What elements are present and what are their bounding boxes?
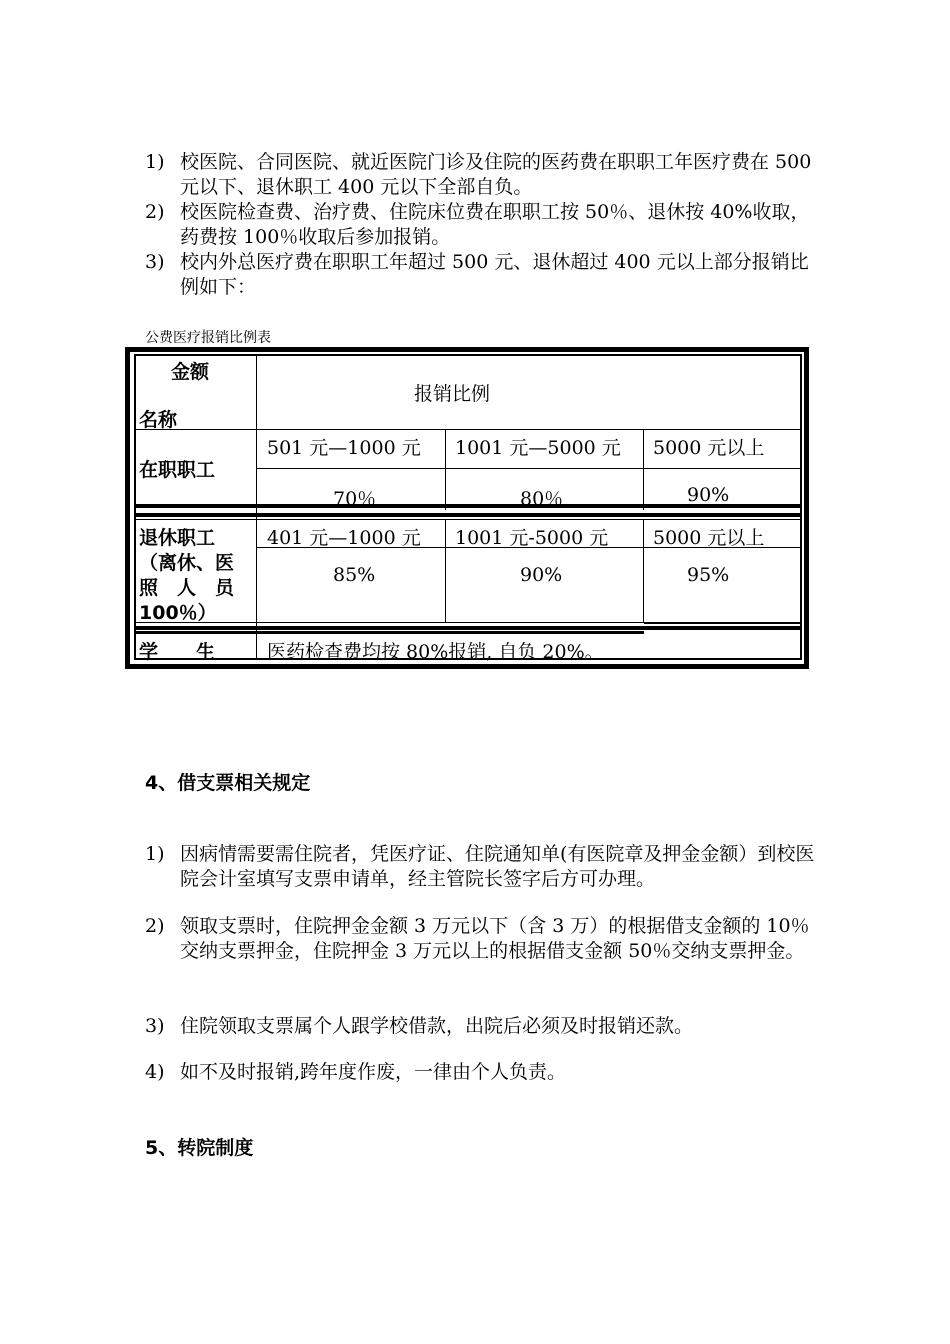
- staff-range-2: 1001 元—5000 元: [455, 437, 621, 459]
- rule-text: 校医院检查费、治疗费、住院床位费在职职工按 50％、退休按 40%收取，药费按 100％收取后参加报销。: [180, 201, 810, 248]
- item-text: 领取支票时，住院押金金额 3 万元以下（含 3 万）的根据借支金额的 10％交纳支票押金，住院押金 3 万元以上的根据借支金额 50％交纳支票押金。: [180, 915, 810, 962]
- student-text: 医药检查费均按 80%报销, 自负 20%。: [267, 641, 604, 663]
- retired-rate-1: 85%: [333, 564, 376, 586]
- item-text: 住院领取支票属个人跟学校借款，出院后必须及时报销还款。: [180, 1015, 694, 1037]
- header-amount: 金额: [171, 361, 210, 383]
- retired-label-4: 100％）: [139, 602, 217, 624]
- staff-label: 在职职工: [139, 459, 216, 481]
- section4-item-4: [145, 1060, 825, 1085]
- item-number: 3): [145, 1015, 165, 1037]
- staff-range-1: 501 元—1000 元: [267, 437, 421, 459]
- rule-item-3: [145, 250, 825, 300]
- item-number: 1): [145, 843, 165, 865]
- rule-text: 校内外总医疗费在职职工年超过 500 元、退休超过 400 元以上部分报销比例如下：: [180, 251, 809, 298]
- section5-heading: 5、转院制度: [145, 1137, 254, 1159]
- section4-heading: 4、借支票相关规定: [145, 772, 311, 794]
- item-text: 如不及时报销,跨年度作废，一律由个人负责。: [180, 1061, 567, 1083]
- retired-range-1: 401 元—1000 元: [267, 527, 421, 549]
- item-number: 2): [145, 915, 165, 937]
- rule-number: 2): [145, 201, 165, 223]
- staff-rate-2: 80％: [520, 488, 564, 510]
- header-ratio: 报销比例: [414, 383, 491, 405]
- section4-item-1: [145, 842, 825, 917]
- staff-rate-3: 90%: [687, 484, 730, 506]
- student-label: 学 生: [139, 641, 216, 663]
- rule-number: 1): [145, 151, 165, 173]
- section4-item-2: [145, 914, 825, 989]
- section4-item-3: [145, 1014, 825, 1039]
- item-text: 因病情需要需住院者，凭医疗证、住院通知单(有医院章及押金金额）到校医院会计室填写支票申请单，经主管院长签字后方可办理。: [180, 843, 815, 890]
- rule-text: 校医院、合同医院、就近医院门诊及住院的医药费在职职工年医疗费在 500 元以下、退休职工 400 元以下全部自负。: [180, 151, 812, 198]
- rule-item-2: [145, 200, 825, 250]
- table-caption: 公费医疗报销比例表: [145, 330, 271, 346]
- staff-range-3: 5000 元以上: [653, 437, 765, 459]
- retired-label-3: 照 人 员: [139, 577, 235, 599]
- retired-rate-3: 95%: [687, 564, 730, 586]
- retired-range-2: 1001 元-5000 元: [455, 527, 609, 549]
- retired-label-2: （离休、医: [139, 552, 235, 574]
- header-name: 名称: [139, 409, 178, 431]
- retired-range-3: 5000 元以上: [653, 527, 765, 549]
- rule-item-1: [145, 150, 825, 200]
- item-number: 4): [145, 1061, 165, 1083]
- reimbursement-table: [125, 347, 809, 669]
- retired-rate-2: 90%: [520, 564, 563, 586]
- rule-number: 3): [145, 251, 165, 273]
- staff-rate-1: 70％: [333, 488, 377, 510]
- retired-label-1: 退休职工: [139, 527, 216, 549]
